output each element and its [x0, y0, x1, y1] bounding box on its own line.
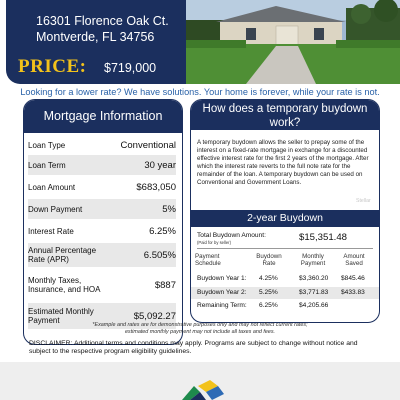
header-payment-schedule: Payment Schedule: [195, 253, 221, 268]
divider: [197, 248, 373, 249]
mortgage-row-interest-rate: [28, 221, 176, 241]
total-buydown-sublabel: (Paid for by seller): [197, 240, 231, 245]
mortgage-row-apr: [28, 243, 176, 267]
row-label: Loan Type: [28, 140, 66, 150]
row-value: 6.25%: [149, 225, 176, 237]
header-buydown-rate: Buydown Rate: [256, 253, 282, 268]
row-label: Loan Amount: [28, 182, 76, 192]
buydown-description: A temporary buydown allows the seller to prepay some of the interest on a fixed-rate mortgage in exchange for a discounted effective interest rate for the first 2 years of the mortgage. After which the interest rate reverts to the full note rate for the remainder of the loan. A temporary buydown can be used on Conventional and Government Loans.: [197, 139, 369, 186]
watermark: Stellar: [356, 198, 371, 204]
tagline: Looking for a lower rate? We have solutions. Your home is forever, while your rate is not.: [20, 87, 380, 97]
cell-schedule: Buydown Year 2:: [197, 289, 247, 296]
hero-banner: [0, 0, 400, 86]
company-logo-icon: [170, 380, 230, 400]
row-label: Annual Percentage Rate (APR): [28, 246, 97, 264]
header-amount-saved: Amount Saved: [343, 253, 365, 268]
cell-payment: $4,205.66: [299, 302, 329, 309]
row-label: Down Payment: [28, 204, 83, 214]
cell-saved: $845.46: [341, 275, 365, 282]
mortgage-row-taxes: [28, 269, 176, 301]
table-row: [191, 300, 379, 312]
address-line-2: Montverde, FL 34756: [36, 30, 155, 44]
buydown-panel: [190, 99, 380, 323]
cell-payment: $3,360.20: [299, 275, 329, 282]
footnote-line-1: *Example and rates are for demonstrative purposes only and may not reflect current rates;: [92, 322, 308, 328]
cell-rate: 5.25%: [259, 289, 278, 296]
cell-saved: $433.83: [341, 289, 365, 296]
disclaimer: DISCLAIMER: Additional terms and conditions may apply. Programs are subject to change without notice and subject to the respective program eligibility guidelines.: [29, 340, 358, 356]
price-value: $719,000: [104, 61, 157, 75]
cell-rate: 6.25%: [259, 302, 278, 309]
table-row: [191, 273, 379, 285]
mortgage-row-loan-amount: [28, 177, 176, 197]
table-row: [191, 287, 379, 299]
total-buydown-label: Total Buydown Amount:: [197, 232, 266, 239]
row-value: 30 year: [144, 159, 176, 171]
row-label: Loan Term: [28, 160, 66, 170]
mortgage-info-title: Mortgage Information: [24, 100, 182, 133]
mortgage-info-panel: [23, 99, 183, 345]
address-line-1: 16301 Florence Oak Ct.: [36, 14, 169, 28]
mortgage-row-loan-type: [28, 138, 176, 152]
row-label: Interest Rate: [28, 226, 74, 236]
header-monthly-payment: Monthly Payment: [300, 253, 326, 268]
price-label: PRICE:: [18, 56, 87, 77]
footer: [0, 362, 400, 400]
row-value: Conventional: [120, 139, 176, 151]
row-value: $683,050: [136, 181, 176, 193]
row-value: 5%: [162, 203, 176, 215]
cell-schedule: Buydown Year 1:: [197, 275, 247, 282]
row-value: $887: [154, 279, 176, 291]
row-label: Monthly Taxes, Insurance, and HOA: [28, 276, 101, 294]
mortgage-row-loan-term: [28, 155, 176, 175]
cell-rate: 4.25%: [259, 275, 278, 282]
row-value: 6.505%: [143, 249, 176, 261]
footnote: [0, 322, 400, 335]
footnote-line-2: estimated monthly payment may not include all taxes and fees.: [124, 328, 276, 335]
row-label: Estimated Monthly Payment: [28, 307, 94, 325]
total-buydown-value: $15,351.48: [299, 232, 348, 243]
buydown-title: How does a temporary buydown work?: [191, 100, 379, 130]
row-value: $5,092.27: [133, 310, 176, 322]
cell-schedule: Remaining Term:: [197, 302, 247, 309]
mortgage-row-down-payment: [28, 199, 176, 219]
house-photo: [186, 0, 400, 84]
cell-payment: $3,771.83: [299, 289, 329, 296]
buydown-subtitle: 2-year Buydown: [191, 210, 379, 227]
